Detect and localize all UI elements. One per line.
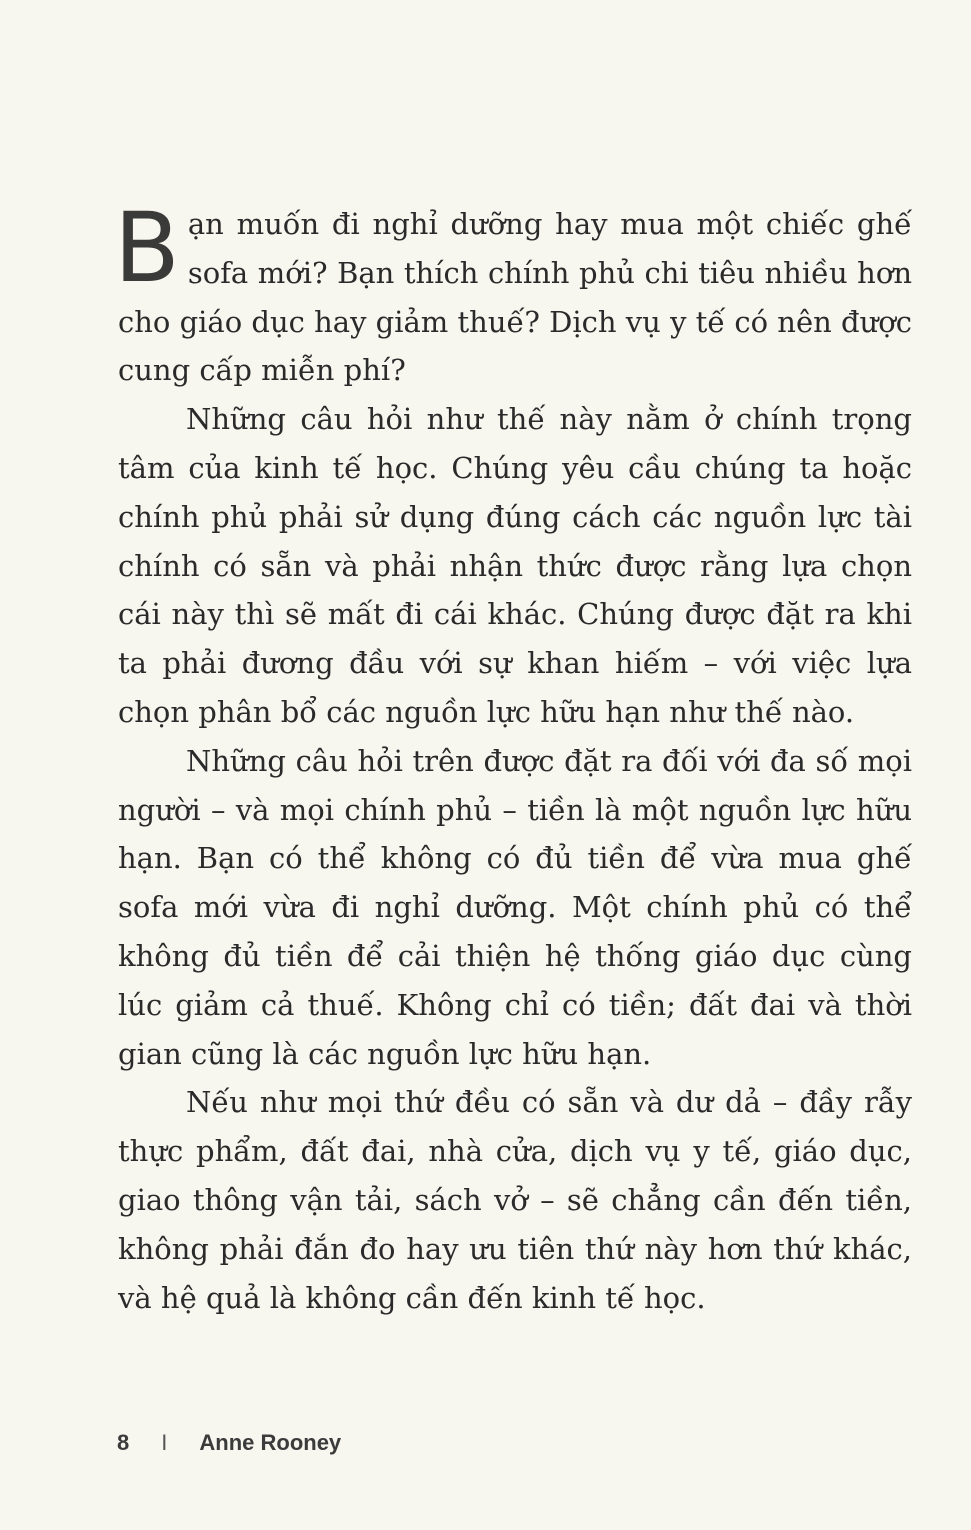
page-number: 8 [117, 1430, 130, 1455]
paragraph-1 [114, 192, 912, 395]
drop-cap: B [114, 192, 180, 304]
author-name: Anne Rooney [199, 1430, 342, 1455]
paragraph-3: Những câu hỏi trên được đặt ra đối với đa số mọi người – và mọi chính phủ – tiền là một nguồn lực hữu hạn. Bạn có thể không có đủ tiền để vừa mua ghế sofa mới vừa đi nghỉ dưỡng. Một chính phủ có thể không đủ tiền để cải thiện hệ thống giáo dục cùng lúc giảm cả thuế. Không chỉ có tiền; đất đai và thời gian cũng là các nguồn lực hữu hạn. [118, 743, 912, 1071]
body-text [114, 192, 912, 1322]
paragraph-4: Nếu như mọi thứ đều có sẵn và dư dả – đầy rẫy thực phẩm, đất đai, nhà cửa, dịch vụ y tế, giáo dục, giao thông vận tải, sách vở – sẽ chẳng cần đến tiền, không phải đắn đo hay ưu tiên thứ này hơn thứ khác, và hệ quả là không cần đến kinh tế học. [118, 1085, 912, 1315]
footer-separator: I [161, 1430, 168, 1455]
paragraph-2: Những câu hỏi như thế này nằm ở chính trọng tâm của kinh tế học. Chúng yêu cầu chúng ta hoặc chính phủ phải sử dụng đúng cách các nguồn lực tài chính có sẵn và phải nhận thức được rằng lựa chọn cái này thì sẽ mất đi cái khác. Chúng được đặt ra khi ta phải đương đầu với sự khan hiếm – với việc lựa chọn phân bổ các nguồn lực hữu hạn như thế nào. [118, 402, 912, 729]
page-footer [117, 1430, 341, 1456]
paragraph-1-text: ạn muốn đi nghỉ dưỡng hay mua một chiếc ghế sofa mới? Bạn thích chính phủ chi tiêu nhiều hơn cho giáo dục hay giảm thuế? Dịch vụ y tế có nên được cung cấp miễn phí? [118, 207, 912, 388]
